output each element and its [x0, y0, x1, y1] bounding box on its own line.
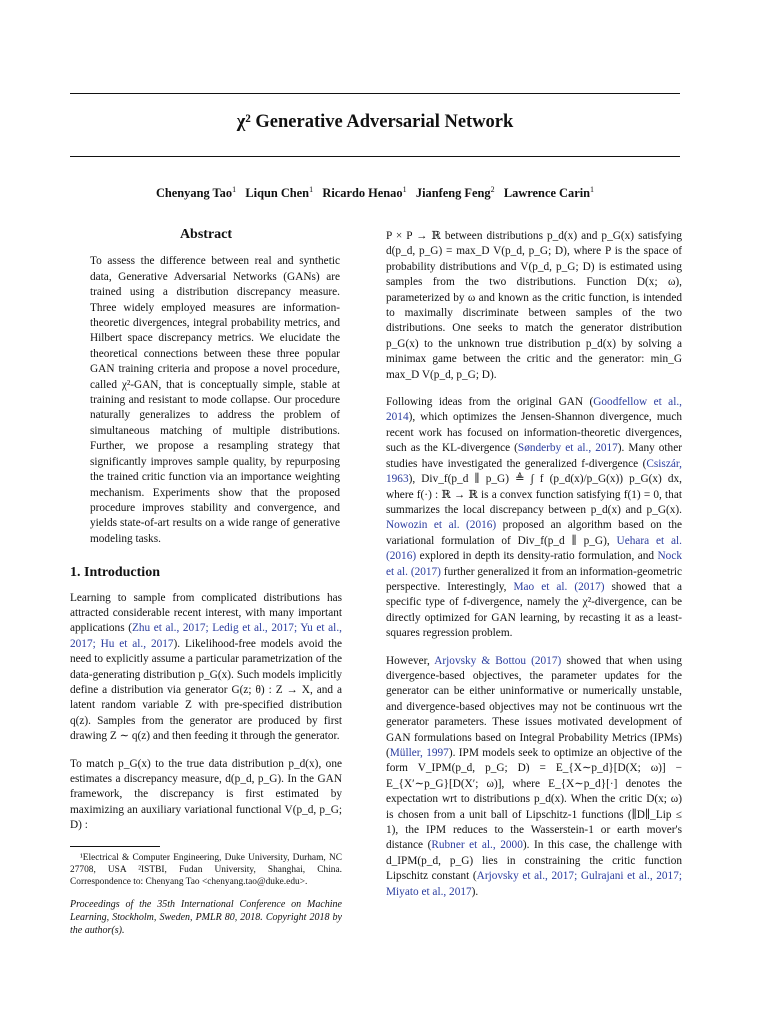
right-column	[386, 229, 682, 912]
citation-link[interactable]: Uehara et al. (2016)	[386, 534, 682, 563]
right-paragraph-1: P × P → ℝ between distributions p_d(x) and p_G(x) satisfying d(p_d, p_G) = max_D V(p_d, p_G; D), where P is the space of probability distributions and V(p_d, p_G; D) is estimated using samples from the two distributions. Function D(x; ω), parameterized by ω and known as the critic function, is intended to maximally discriminate between samples of the two distributions. One seeks to match the generator distribution p_G(x) to the unknown true distribution p_d(x) by solving a minimax game between the critic and the generator: min_G max_D V(p_d, p_G; D).	[386, 230, 682, 381]
top-rule	[70, 93, 680, 94]
author: Liqun Chen$^1$	[245, 185, 314, 201]
proceedings-note: Proceedings of the 35th International Conference on Machine Learning, Stockholm, Sweden, PMLR 80, 2018. Copyright 2018 by the author(s).	[70, 898, 342, 936]
left-column	[70, 227, 342, 937]
citation-link[interactable]: Zhu et al., 2017; Ledig et al., 2017; Yu et al., 2017; Hu et al., 2017	[70, 622, 342, 650]
citation-link[interactable]: Goodfellow et al., 2014	[386, 396, 682, 424]
paper-title: χ² Generative Adversarial Network	[236, 112, 514, 132]
author: Chenyang Tao$^1$	[155, 185, 237, 201]
citation-link[interactable]: Rubner et al., 2000	[431, 839, 523, 852]
abstract-text: To assess the difference between real and synthetic data, Generative Adversarial Networks (GANs) are trained using a distribution discrepancy measure. Three widely employed measures are information-theoretic divergences, integral probability metrics, and Hilbert space discrepancy metrics. We elucidate the theoretical connections between these three popular GAN training criteria and propose a novel procedure, called χ²-GAN, that is conceptually simple, stable at training and resistant to mode collapse. Our procedure naturally generalizes to address the problem of simultaneous matching of multiple distributions. Further, we propose a resampling strategy that significantly improves sample quality, by repurposing the trained critic function via an importance weighting mechanism. Experiments show that the proposed procedure improves stability and convergence, and yields state-of-art results on a wide range of generative modeling tasks.	[90, 255, 340, 545]
abstract-heading: Abstract	[179, 227, 233, 242]
citation-link[interactable]: Nowozin et al. (2016)	[386, 519, 497, 532]
right-paragraph-3: However, Arjovsky & Bottou (2017) showed that when using divergence-based objectives, the parameter updates for the generator can be either uninformative or numerically unstable, and divergence-based objectives may not be continuous wrt the generator parameters. These issues motivated development of GAN formulations based on Integral Probability Metrics (IPMs) (Müller, 1997). IPM models seek to optimize an objective of the form V_IPM(p_d, p_G; D) = E_{X∼p_d}[D(X; ω)] − E_{X′∼p_G}[D(X′; ω)], where E_{X∼p_d}[·] denotes the expectation wrt to distributions p_d(x). When the critic D(x; ω) is chosen from a unit ball of Lipschitz-1 functions (∥D∥_Lip ≤ 1), the IPM reduces to the Wasserstein-1 or earth mover's distance (Rubner et al., 2000). In this case, the challenge with d_IPM(p_d, p_G) lies in constraining the critic function Lipschitz constant (Arjovsky et al., 2017; Gulrajani et al., 2017; Miyato et al., 2017).	[386, 654, 682, 898]
intro-paragraph-1: Learning to sample from complicated distributions has attracted considerable recent interest, with many important applications (Zhu et al., 2017; Ledig et al., 2017; Yu et al., 2017; Hu et al., 2017). Likelihood-free models avoid the need to explicitly assume a particular parametrization of the data-generating distribution p_G(x). Such models implicitly define a distribution via generator G(z; θ) : Z → X, and a latent random variable Z with pre-specified distribution q(z). Samples from the generator are produced by first drawing Z ∼ q(z) and then feeding it through the generator.	[70, 591, 342, 743]
citation-link[interactable]: Mao et al. (2017)	[513, 580, 605, 593]
citation-link[interactable]: Csiszár, 1963	[386, 457, 682, 486]
author: Jianfeng Feng$^2$	[415, 185, 495, 201]
citation-link[interactable]: Arjovsky & Bottou (2017)	[434, 654, 562, 667]
right-paragraph-2: Following ideas from the original GAN (Goodfellow et al., 2014), which optimizes the Jensen-Shannon divergence, much recent work has focused on information-theoretic divergences, such as the KL-divergence (Sønderby et al., 2017). Many other studies have investigated the generalized f-divergence (Csiszár, 1963), Div_f(p_d ∥ p_G) ≜ ∫ f (p_d(x)/p_G(x)) p_G(x) dx, where f(·) : ℝ → ℝ is a convex function satisfying f(1) = 0, that summarizes the local discrepancy between p_d(x) and p_G(x). Nowozin et al. (2016) proposed an algorithm based on the variational formulation of Div_f(p_d ∥ p_G), Uehara et al. (2016) explored in depth its density-ratio formulation, and Nock et al. (2017) further generalized it from an information-geometric perspective. Interestingly, Mao et al. (2017) showed that a specific type of f-divergence, namely the χ²-divergence, can be directly optimized for GAN learning, by recasting it as a least-squares regression problem.	[386, 396, 682, 640]
author: Ricardo Henao$^1$	[322, 185, 407, 201]
footnote-rule	[70, 846, 160, 847]
affiliation-footnote: ¹Electrical & Computer Engineering, Duke University, Durham, NC 27708, USA ²ISTBI, Fudan University, Shanghai, China. Correspondence to: Chenyang Tao <chenyang.tao@duke.edu>.	[70, 852, 342, 887]
citation-link[interactable]: Arjovsky et al., 2017; Gulrajani et al., 2017; Miyato et al., 2017	[386, 870, 682, 898]
author: Lawrence Carin$^1$	[503, 185, 595, 201]
citation-link[interactable]: Sønderby et al., 2017	[517, 442, 618, 455]
author-list	[70, 185, 680, 201]
section-heading-introduction: 1. Introduction	[70, 565, 160, 581]
title-bottom-rule	[70, 156, 680, 157]
intro-paragraph-2: To match p_G(x) to the true data distribution p_d(x), one estimates a discrepancy measure, d(p_d, p_G). In the GAN framework, the discrepancy is first estimated by maximizing an auxiliary variational functional V(p_d, p_G; D) :	[70, 757, 342, 832]
citation-link[interactable]: Nock et al. (2017)	[386, 550, 682, 578]
citation-link[interactable]: Müller, 1997	[389, 747, 449, 759]
